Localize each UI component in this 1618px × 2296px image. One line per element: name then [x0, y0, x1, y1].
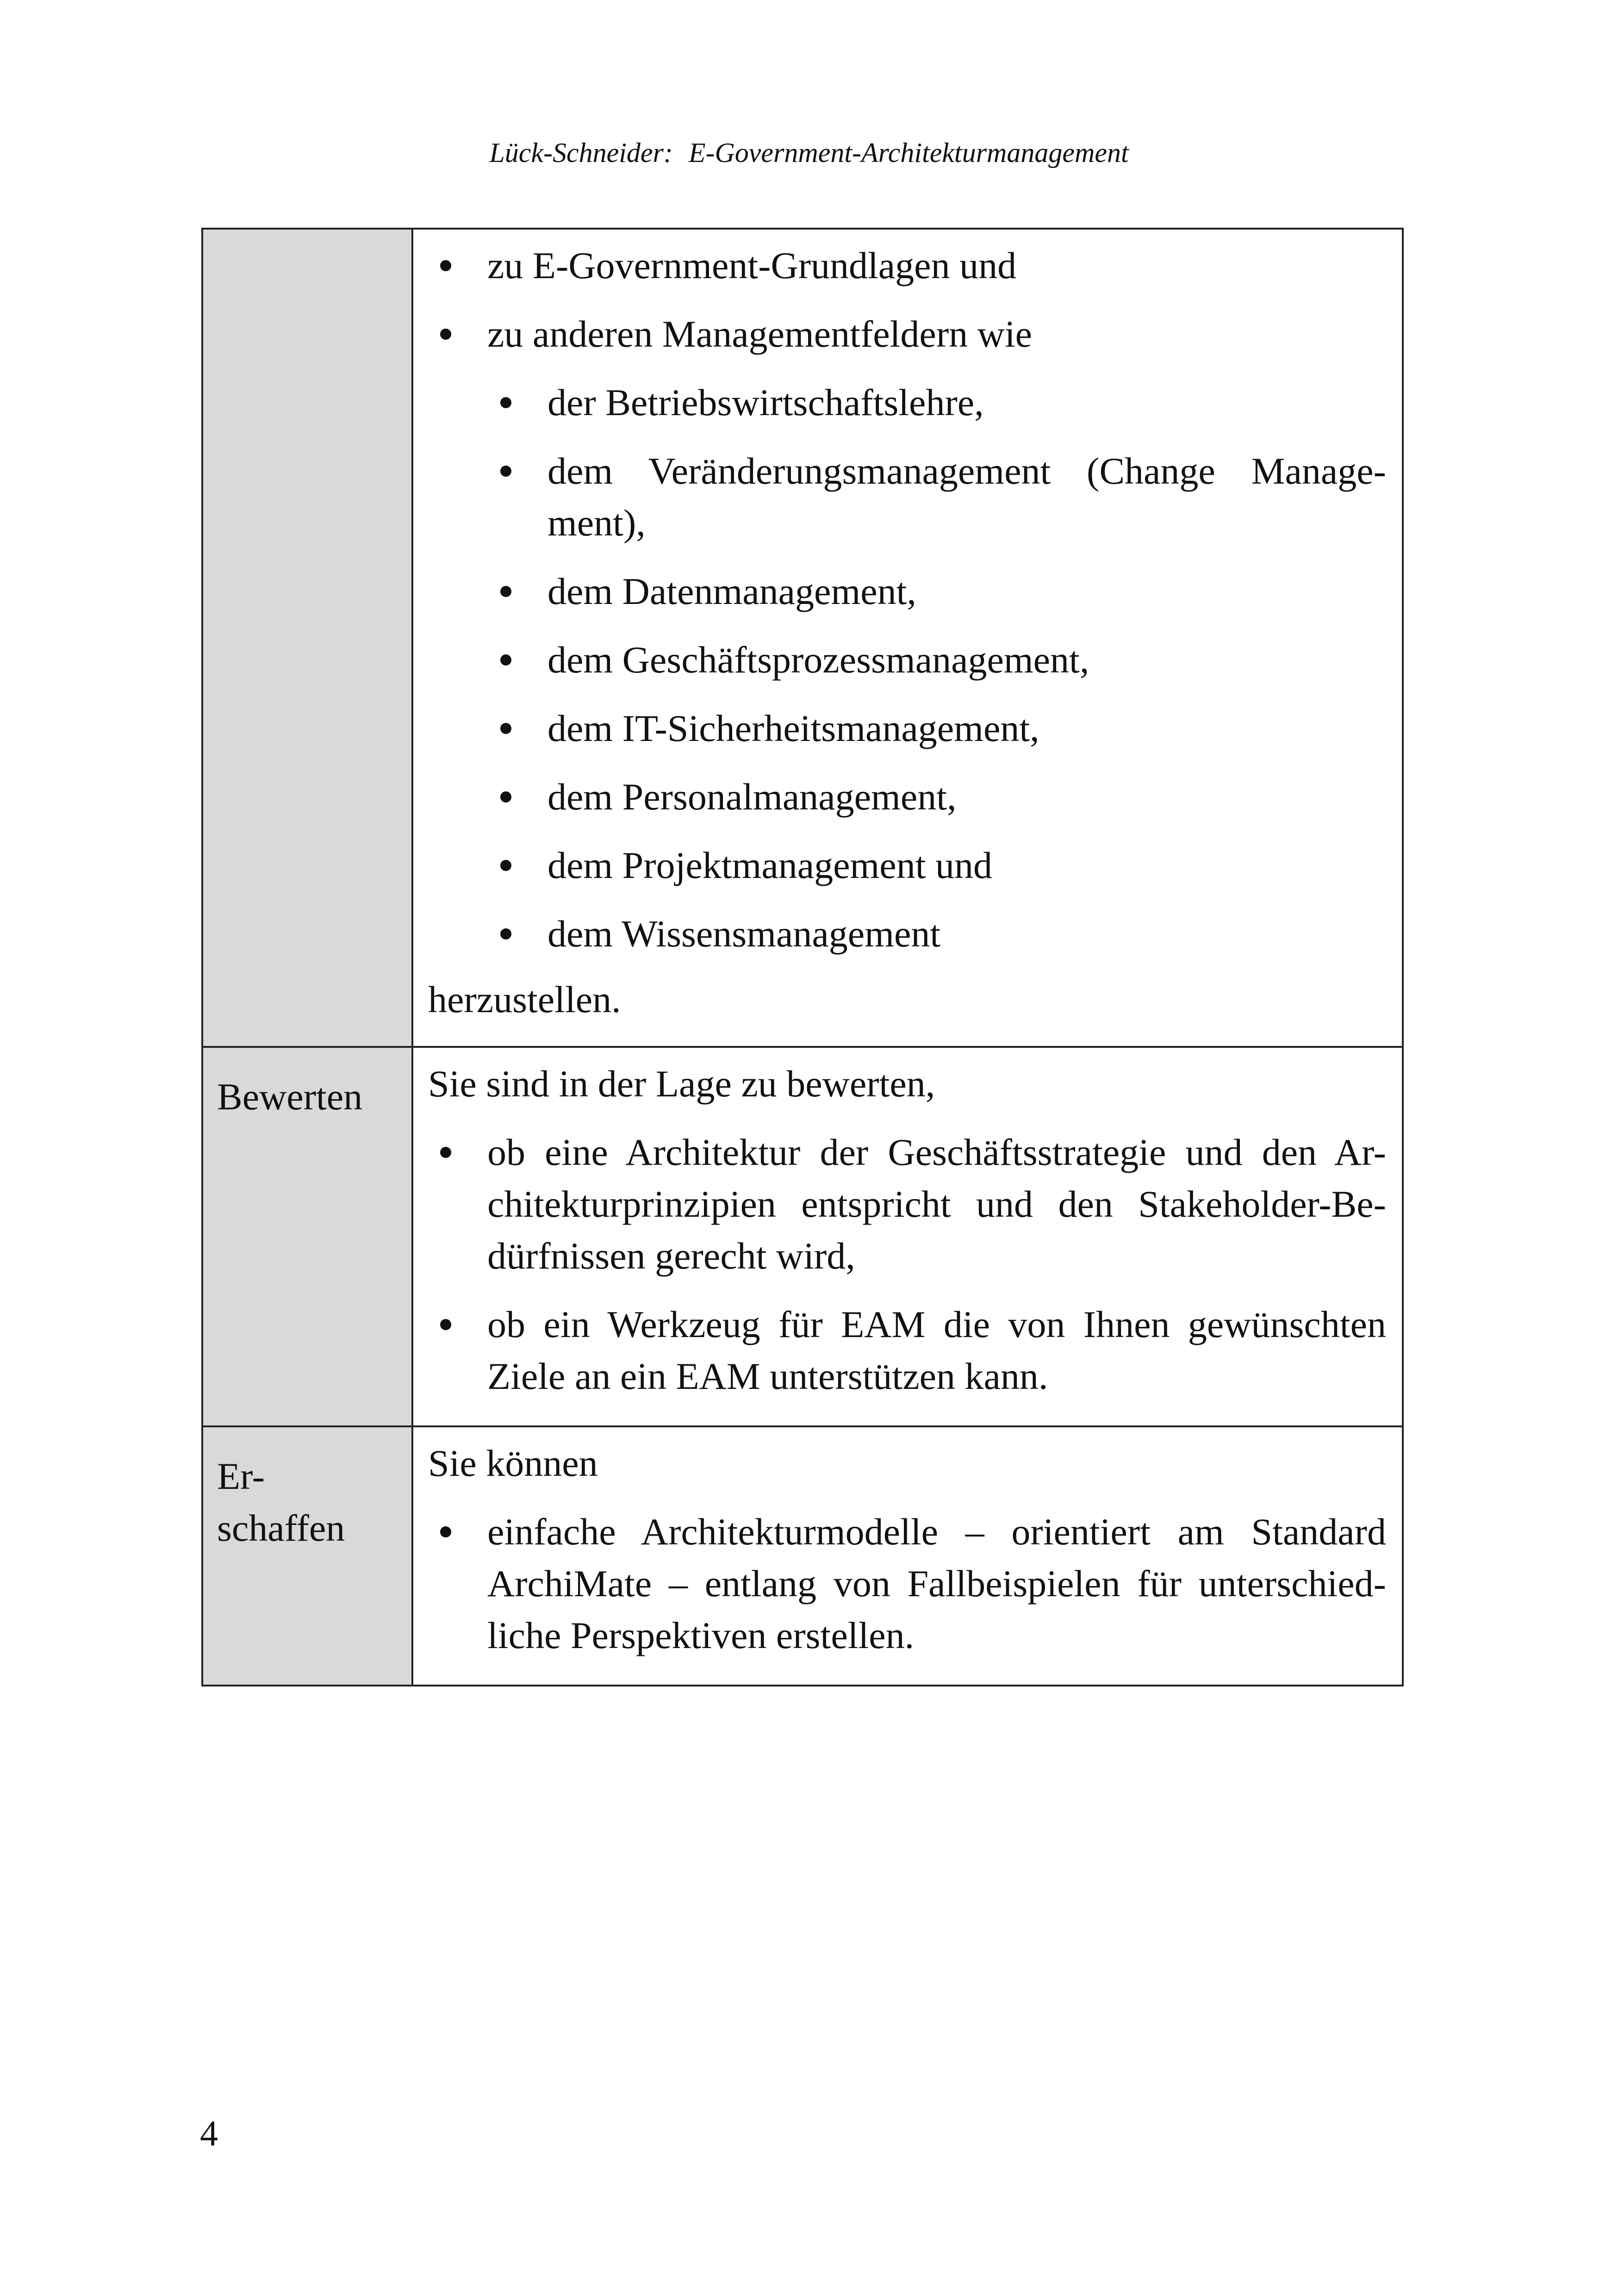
bullet-icon	[500, 466, 511, 477]
learning-objectives-table	[201, 228, 1404, 1686]
bullet-icon	[440, 1147, 451, 1158]
row-label-line: schaffen	[217, 1507, 345, 1549]
row-label: Bewerten	[217, 1076, 363, 1118]
list-item: dem Projektmanagement und	[488, 840, 1386, 891]
bullet-icon	[500, 860, 511, 871]
bullet-icon	[440, 260, 451, 271]
list-item: dem Datenmanagement,	[488, 566, 1386, 617]
page-number: 4	[200, 2113, 218, 2153]
list-item: zu anderen Managementfeldern wie	[428, 308, 1386, 360]
list-item: dem Wissensmanagement	[488, 908, 1386, 960]
bullet-icon	[440, 1526, 451, 1537]
closing-text: herzustellen.	[428, 978, 621, 1020]
table-row	[202, 229, 1403, 1047]
table-row	[202, 1047, 1403, 1426]
bullet-icon	[440, 329, 451, 340]
bullet-icon	[500, 791, 511, 803]
bullet-icon	[440, 1319, 451, 1330]
nested-bullet-list	[488, 377, 1386, 960]
bullet-icon	[500, 928, 511, 940]
bullet-list	[428, 1506, 1386, 1661]
table-row	[202, 1426, 1403, 1686]
row-content	[412, 1047, 1403, 1426]
bullet-icon	[500, 397, 511, 408]
running-header	[0, 134, 1618, 171]
row-label-cell	[202, 1426, 412, 1686]
bullet-icon	[500, 723, 511, 734]
row-label-cell	[202, 1047, 412, 1426]
list-item: dem IT-Sicherheitsmanagement,	[488, 703, 1386, 754]
bullet-icon	[500, 654, 511, 666]
header-title: E-Government-Architekturmanagement	[688, 137, 1129, 168]
list-item: zu E-Government-Grundlagen und	[428, 240, 1386, 292]
list-item: einfache Architekturmodelle – orientiert am Standard ArchiMate – entlang von Fallbeispielen für unterschied- liche Perspektiven erstellen.	[428, 1506, 1386, 1661]
list-item: dem Personalmanagement,	[488, 771, 1386, 823]
bullet-list	[428, 1126, 1386, 1402]
row-content	[412, 229, 1403, 1047]
row-content	[412, 1426, 1403, 1686]
intro-text: Sie sind in der Lage zu bewerten,	[428, 1063, 935, 1105]
list-item: dem Veränderungsmanagement (Change Manage- ment),	[488, 445, 1386, 549]
list-item: dem Geschäftsprozessmanagement,	[488, 634, 1386, 686]
bullet-list	[428, 240, 1386, 360]
bullet-icon	[500, 586, 511, 597]
row-label-empty	[202, 229, 412, 1047]
intro-text: Sie können	[428, 1442, 598, 1484]
list-item: der Betriebswirtschaftslehre,	[488, 377, 1386, 429]
list-item: ob eine Architektur der Geschäftsstrategie und den Ar- chitekturprinzipien entspricht und den Stakeholder-Be- dürfnissen gerecht wird,	[428, 1126, 1386, 1282]
row-label-line: Er-	[217, 1455, 265, 1497]
header-author: Lück-Schneider:	[489, 137, 673, 168]
list-item: ob ein Werkzeug für EAM die von Ihnen gewünschten Ziele an ein EAM unterstützen kann.	[428, 1299, 1386, 1402]
